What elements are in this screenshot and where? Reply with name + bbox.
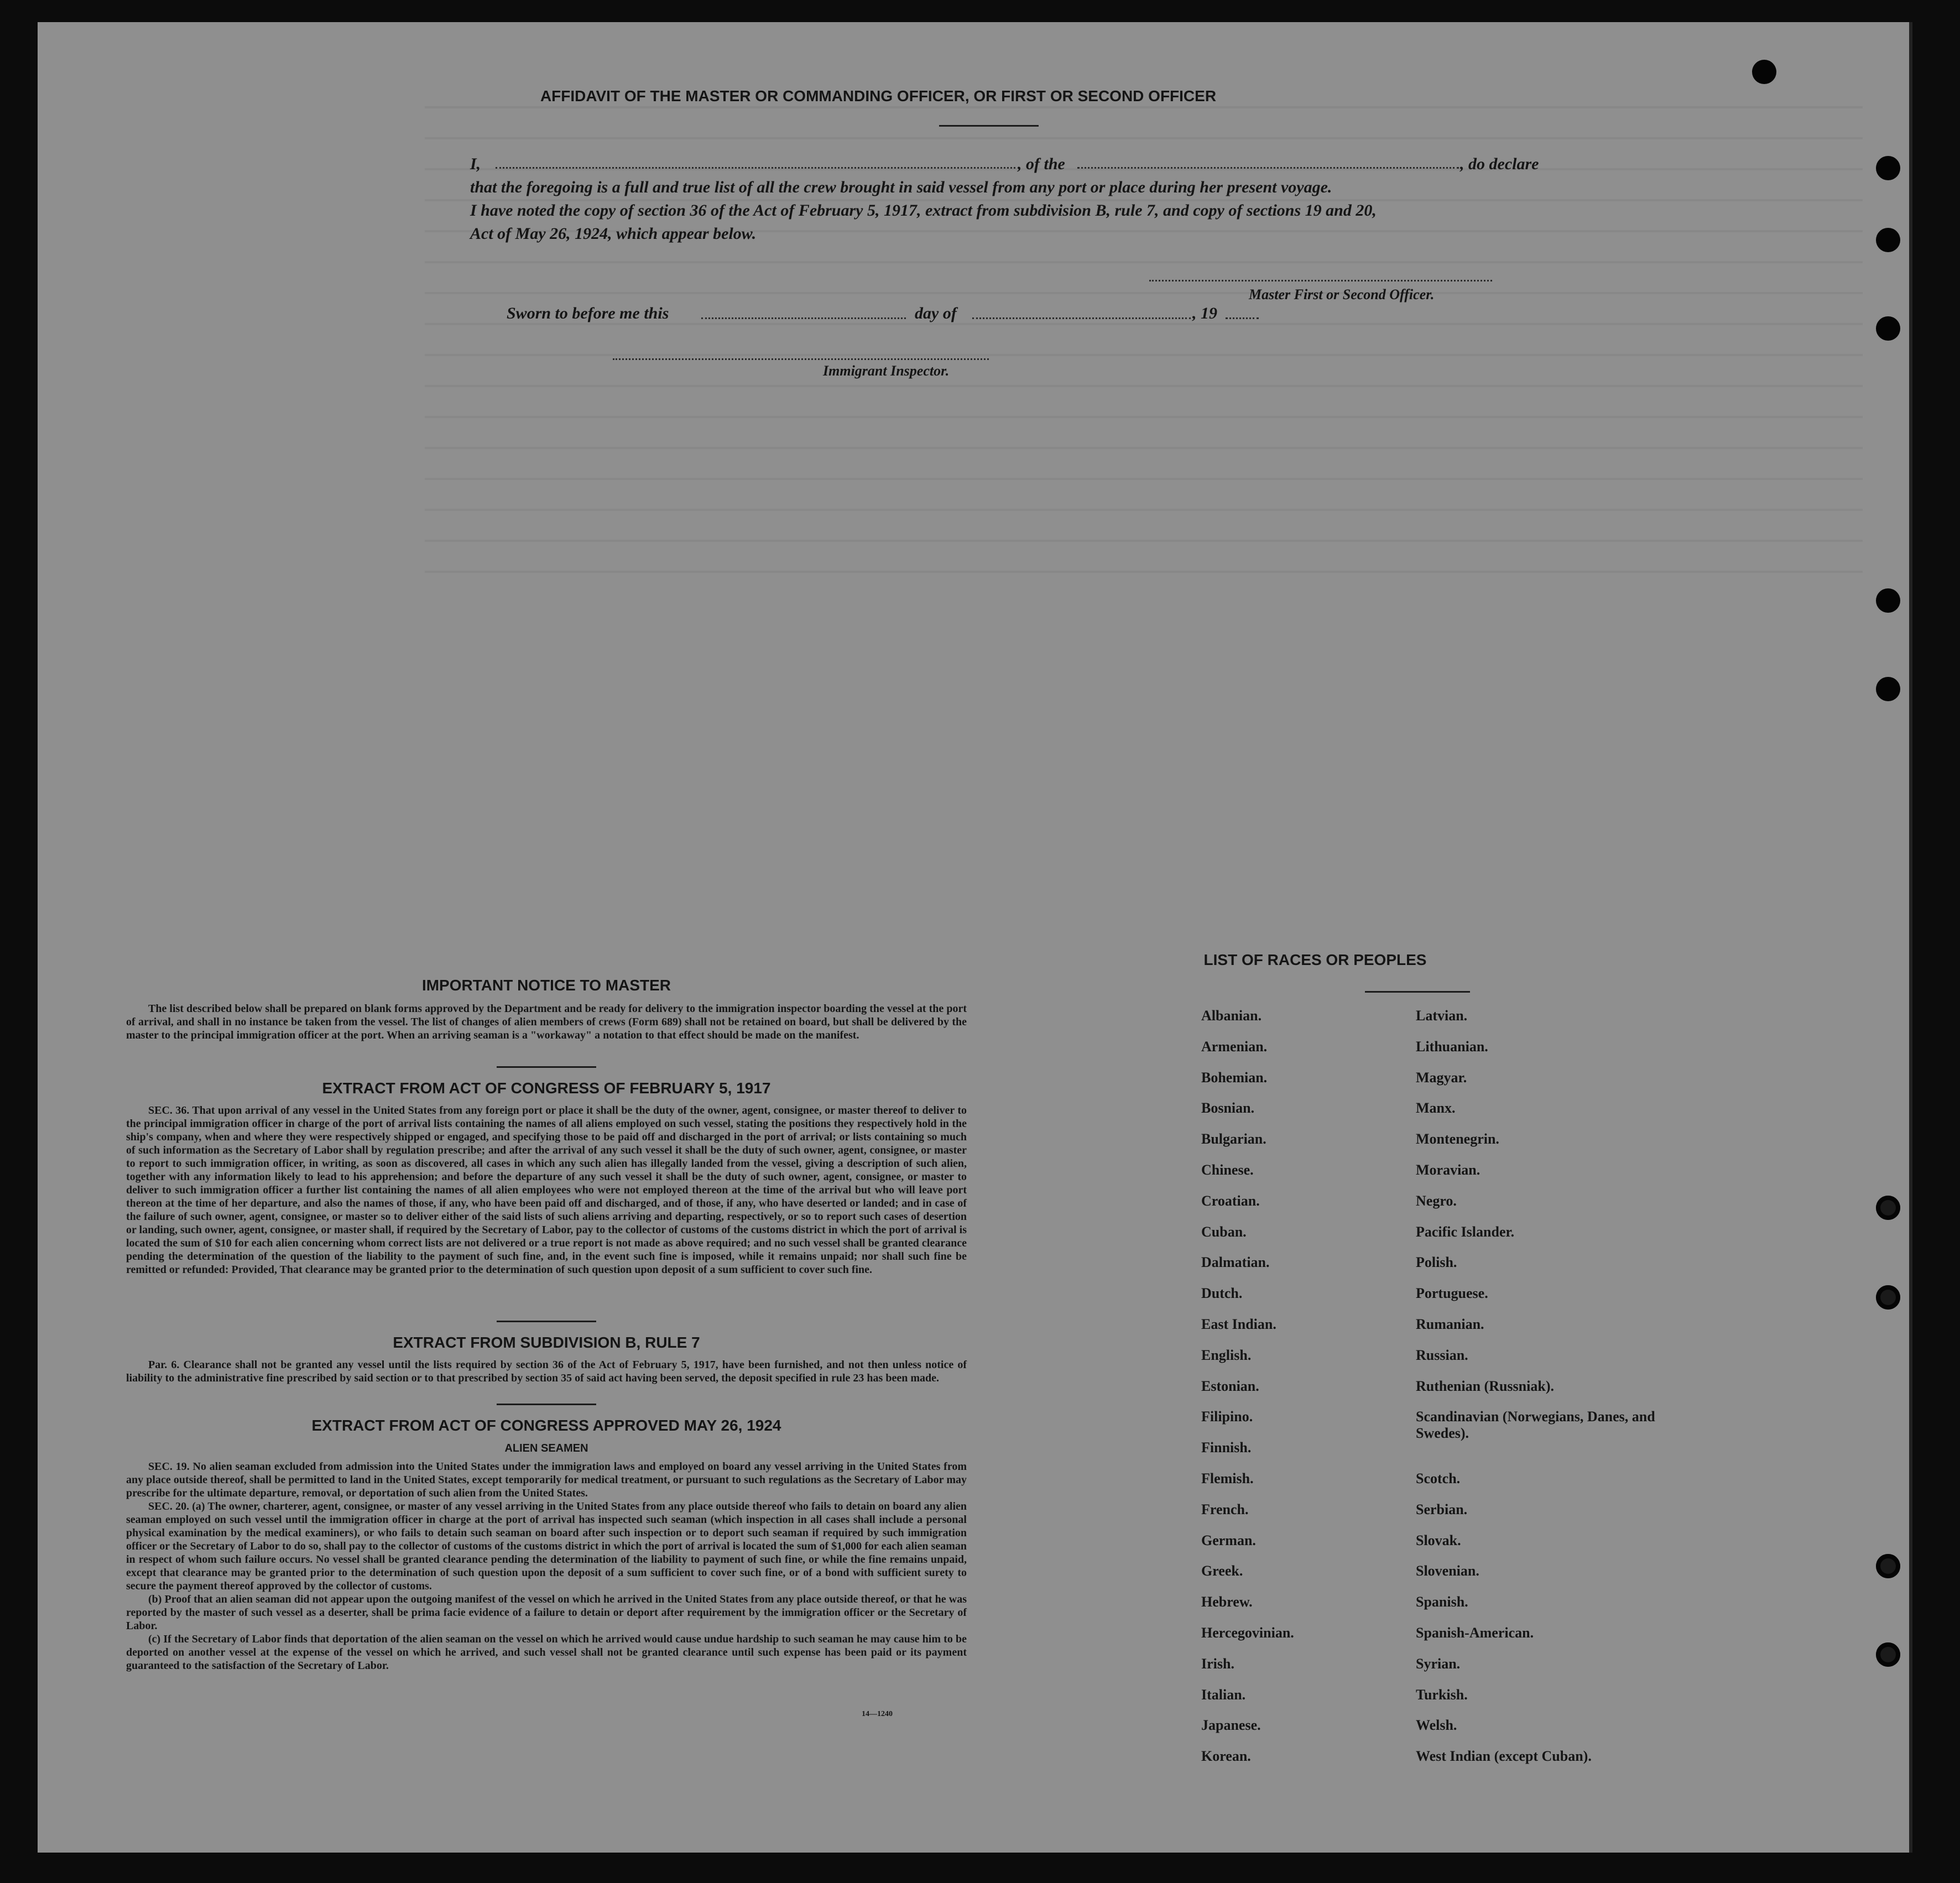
race-item: Cuban. — [1201, 1223, 1247, 1240]
race-item: Portuguese. — [1416, 1285, 1488, 1302]
race-item: Serbian. — [1416, 1501, 1468, 1517]
race-item: Polish. — [1416, 1254, 1457, 1271]
vessel-blank[interactable] — [1077, 167, 1459, 169]
race-item: Italian. — [1201, 1686, 1246, 1703]
race-item: Negro. — [1416, 1192, 1457, 1209]
race-item: Spanish-American. — [1416, 1624, 1534, 1641]
punch-hole — [1876, 588, 1900, 613]
sworn-year-blank[interactable] — [1226, 317, 1259, 319]
punch-hole — [1752, 60, 1776, 84]
affidavit-i: I, — [470, 155, 481, 173]
race-item: Spanish. — [1416, 1594, 1468, 1610]
race-item: Scandinavian (Norwegians, Danes, and Swedes). — [1416, 1409, 1655, 1442]
rule-7-divider — [497, 1404, 596, 1405]
affidavit-line-2: that the foregoing is a full and true list of all the crew brought in said vessel from any port or place during her present voyage. — [470, 178, 1332, 196]
punch-hole — [1876, 156, 1900, 180]
race-item: German. — [1201, 1532, 1256, 1548]
punch-hole — [1876, 228, 1900, 252]
race-item: Slovak. — [1416, 1532, 1461, 1548]
day-of-label: day of — [915, 304, 957, 322]
race-item: Bohemian. — [1201, 1069, 1268, 1086]
inspector-label: Immigrant Inspector. — [823, 363, 950, 379]
name-blank[interactable] — [496, 167, 1015, 169]
race-item: Filipino. — [1201, 1409, 1253, 1425]
race-item: Bulgarian. — [1201, 1131, 1266, 1147]
race-item: Ruthenian (Russniak). — [1416, 1378, 1554, 1394]
race-item: Armenian. — [1201, 1038, 1268, 1055]
affidavit-title: AFFIDAVIT OF THE MASTER OR COMMANDING OFFICER, OR FIRST OR SECOND OFFICER — [540, 87, 1217, 105]
year-label: , 19 — [1192, 304, 1217, 322]
race-item: Pacific Islander. — [1416, 1223, 1515, 1240]
master-label: Master First or Second Officer. — [1249, 286, 1435, 302]
races-divider — [1365, 991, 1470, 993]
race-item: Turkish. — [1416, 1686, 1468, 1703]
extract-1924-title: EXTRACT FROM ACT OF CONGRESS APPROVED MAY 26, 1924 — [311, 1417, 781, 1434]
race-item: Dutch. — [1201, 1285, 1243, 1302]
notice-divider — [497, 1066, 596, 1068]
race-item: Bosnian. — [1201, 1100, 1255, 1117]
form-number: 14—1240 — [862, 1710, 893, 1718]
punch-hole — [1876, 1642, 1900, 1667]
race-item: Moravian. — [1416, 1161, 1481, 1178]
race-item: English. — [1201, 1347, 1252, 1363]
race-item: Irish. — [1201, 1655, 1234, 1672]
punch-hole — [1876, 316, 1900, 341]
punch-hole — [1876, 1285, 1900, 1310]
rule-7-title: EXTRACT FROM SUBDIVISION B, RULE 7 — [393, 1334, 700, 1351]
race-item: Syrian. — [1416, 1655, 1461, 1672]
race-item: Chinese. — [1201, 1161, 1254, 1178]
extract-1924-body — [126, 1460, 967, 1672]
race-item: West Indian (except Cuban). — [1416, 1748, 1592, 1765]
race-item: Latvian. — [1416, 1008, 1468, 1024]
affidavit-do-declare: , do declare — [1460, 155, 1539, 173]
race-item: Slovenian. — [1416, 1563, 1479, 1579]
punch-hole — [1876, 1554, 1900, 1578]
extract-1917-body: SEC. 36. That upon arrival of any vessel in the United States from any foreign port or place it shall be the duty of the owner, agent, consignee, or master thereof to deliver to the principal immigration officer in charge of the port of arrival lists containing the names of all aliens employed on such vessel, stating the positions they respectively hold in the ship's company, when and where they were respectively shipped or engaged, and specifying those to be paid off and discharged in the port of arrival; or lists containing so much of such information as the Secretary of Labor shall by regulation prescribe; and after the arrival of any such vessel it shall be the duty of such owner, agent, consignee, or master to report to such immigration officer, in writing, as soon as discovered, all cases in which any such alien has illegally landed from the vessel, giving a description of such alien, together with any information likely to lead to his apprehension; and before the departure of any such vessel it shall be the duty of such owner, agent, consignee, or master to deliver to such immigration officer a further list containing the names of all alien employees who were not employed thereon at the time of the arrival but who will leave port thereon at the time of her departure, and also the names of those, if any, who have been paid off and discharged, and of those, if any, who have deserted or landed; and in case of the failure of such owner, agent, consignee, or master so to deliver either of the said lists of such aliens arriving and departing, respectively, or so to report such cases of desertion or landing, such owner, agent, consignee, or master shall, if required by the Secretary of Labor, pay to the collector of customs of the customs district in which the port of arrival is located the sum of $10 for each alien concerning whom correct lists are not delivered or a true report is not made as above required; and no such vessel shall be granted clearance pending the determination of the question of the liability to the payment of such fine, and, in the event such fine is imposed, while it remains unpaid; nor shall such fine be remitted or refunded: Provided, That clearance may be granted prior to the determination of such question upon deposit of a sum sufficient to cover such fine. — [126, 1104, 967, 1276]
alien-seamen-subtitle: ALIEN SEAMEN — [504, 1442, 588, 1454]
extract-1917-title: EXTRACT FROM ACT OF CONGRESS OF FEBRUARY 5, 1917 — [322, 1079, 771, 1097]
sec-20-c: (c) If the Secretary of Labor finds that deportation of the alien seaman on the vessel on which he arrived would cause undue hardship to such seaman he may cause him to be deported on another vessel at the expense of the vessel on which he arrived, and such vessel shall not be granted clearance until such expense has been paid or its payment guaranteed to the satisfaction of the Secretary of Labor. — [126, 1633, 967, 1672]
race-item: Flemish. — [1201, 1470, 1254, 1486]
affidavit-line-4: Act of May 26, 1924, which appear below. — [470, 225, 757, 243]
race-item: Welsh. — [1416, 1717, 1457, 1734]
races-title: LIST OF RACES OR PEOPLES — [1203, 951, 1427, 968]
sec-19: SEC. 19. No alien seaman excluded from admission into the United States under the immigration laws and employed on board any vessel arriving in the United States from any place outside thereof, shall be permitted to land in the United States, except temporarily for medical treatment, or pursuant to such regulations as the Secretary of Labor may prescribe for the ultimate departure, removal, or deportation of such alien from the United States. — [126, 1461, 967, 1499]
race-item: Estonian. — [1201, 1378, 1259, 1394]
sworn-day-blank[interactable] — [701, 317, 906, 319]
race-item: French. — [1201, 1501, 1249, 1517]
race-item: Greek. — [1201, 1563, 1243, 1579]
sec-20-a: SEC. 20. (a) The owner, charterer, agent, consignee, or master of any vessel arriving in the United States from any place outside thereof who fails to detain on board any alien seaman employed on such vessel until the immigration officer in charge at the port of arrival has inspected such seaman (which inspection in all cases shall include a personal physical examination by the medical examiners), or who fails to detain such seaman on board after such inspection or to deport such seaman if required by such immigration officer or the Secretary of Labor to do so, shall pay to the collector of customs of the customs district in which the port of arrival is located the sum of $1,000 for each alien seaman in respect of whom such failure occurs. No vessel shall be granted clearance pending the determination of the liability to payment of such fine, or while the fine remains unpaid, except that clearance may be granted prior to the determination of such question upon the deposit of a sum sufficient to cover such fine, or of a bond with sufficient surety to secure the payment thereof approved by the collector of customs. — [126, 1500, 967, 1592]
race-item: Finnish. — [1201, 1439, 1252, 1456]
race-item: Albanian. — [1201, 1008, 1262, 1024]
bleed-through-text — [425, 77, 1863, 575]
race-item: Lithuanian. — [1416, 1038, 1488, 1055]
race-item: Dalmatian. — [1201, 1254, 1270, 1271]
race-item: East Indian. — [1201, 1316, 1276, 1332]
race-item: Croatian. — [1201, 1192, 1260, 1209]
races-right-column — [1416, 1008, 1659, 1779]
sworn-label: Sworn to before me this — [507, 304, 669, 322]
race-item: Manx. — [1416, 1100, 1456, 1117]
title-divider — [939, 125, 1039, 127]
race-item: Russian. — [1416, 1347, 1468, 1363]
rule-7-body: Par. 6. Clearance shall not be granted any vessel until the lists required by section 36 of the Act of February 5, 1917, have been furnished, and not then unless notice of liability to the administrative fine prescribed by said section or to that prescribed by section 35 of said act having been served, the deposit specified in rule 23 has been made. — [126, 1359, 967, 1384]
race-item: Hebrew. — [1201, 1594, 1253, 1610]
extract-1917-divider — [497, 1321, 596, 1322]
races-left-column — [1201, 1008, 1411, 1779]
inspector-signature-blank[interactable] — [613, 358, 989, 360]
race-item: Japanese. — [1201, 1717, 1261, 1734]
race-item: Rumanian. — [1416, 1316, 1484, 1332]
race-item: Scotch. — [1416, 1470, 1461, 1486]
master-signature-blank[interactable] — [1149, 280, 1492, 281]
race-item: Korean. — [1201, 1748, 1251, 1765]
document-sheet — [38, 22, 1912, 1853]
race-item: Magyar. — [1416, 1069, 1467, 1086]
sworn-month-blank[interactable] — [972, 317, 1191, 319]
race-item: Montenegrin. — [1416, 1131, 1499, 1147]
punch-hole — [1876, 677, 1900, 701]
notice-title: IMPORTANT NOTICE TO MASTER — [421, 977, 671, 994]
affidavit-line-3: I have noted the copy of section 36 of the Act of February 5, 1917, extract from subdivision B, rule 7, and copy of sections 19 and 20, — [470, 201, 1377, 220]
notice-body: The list described below shall be prepared on blank forms approved by the Department and be ready for delivery to the immigration inspector boarding the vessel at the port of arrival, and shall in no instance be taken from the vessel. The list of changes of alien members of crews (Form 689) shall not be retained on board, but shall be delivered by the master to the principal immigration officer at the port. When an arriving seaman is a "workaway" a notation to that effect should be made on the manifest. — [126, 1003, 967, 1041]
punch-hole — [1876, 1196, 1900, 1220]
affidavit-of-the: , of the — [1018, 155, 1065, 173]
race-item: Hercegovinian. — [1201, 1624, 1294, 1641]
sec-20-b: (b) Proof that an alien seaman did not appear upon the outgoing manifest of the vessel on which he arrived in the United States from any place outside thereof, or that he was reported by the master of such vessel as a deserter, shall be prima facie evidence of a failure to detain or deport after requirement by the immigration officer or the Secretary of Labor. — [126, 1593, 967, 1632]
